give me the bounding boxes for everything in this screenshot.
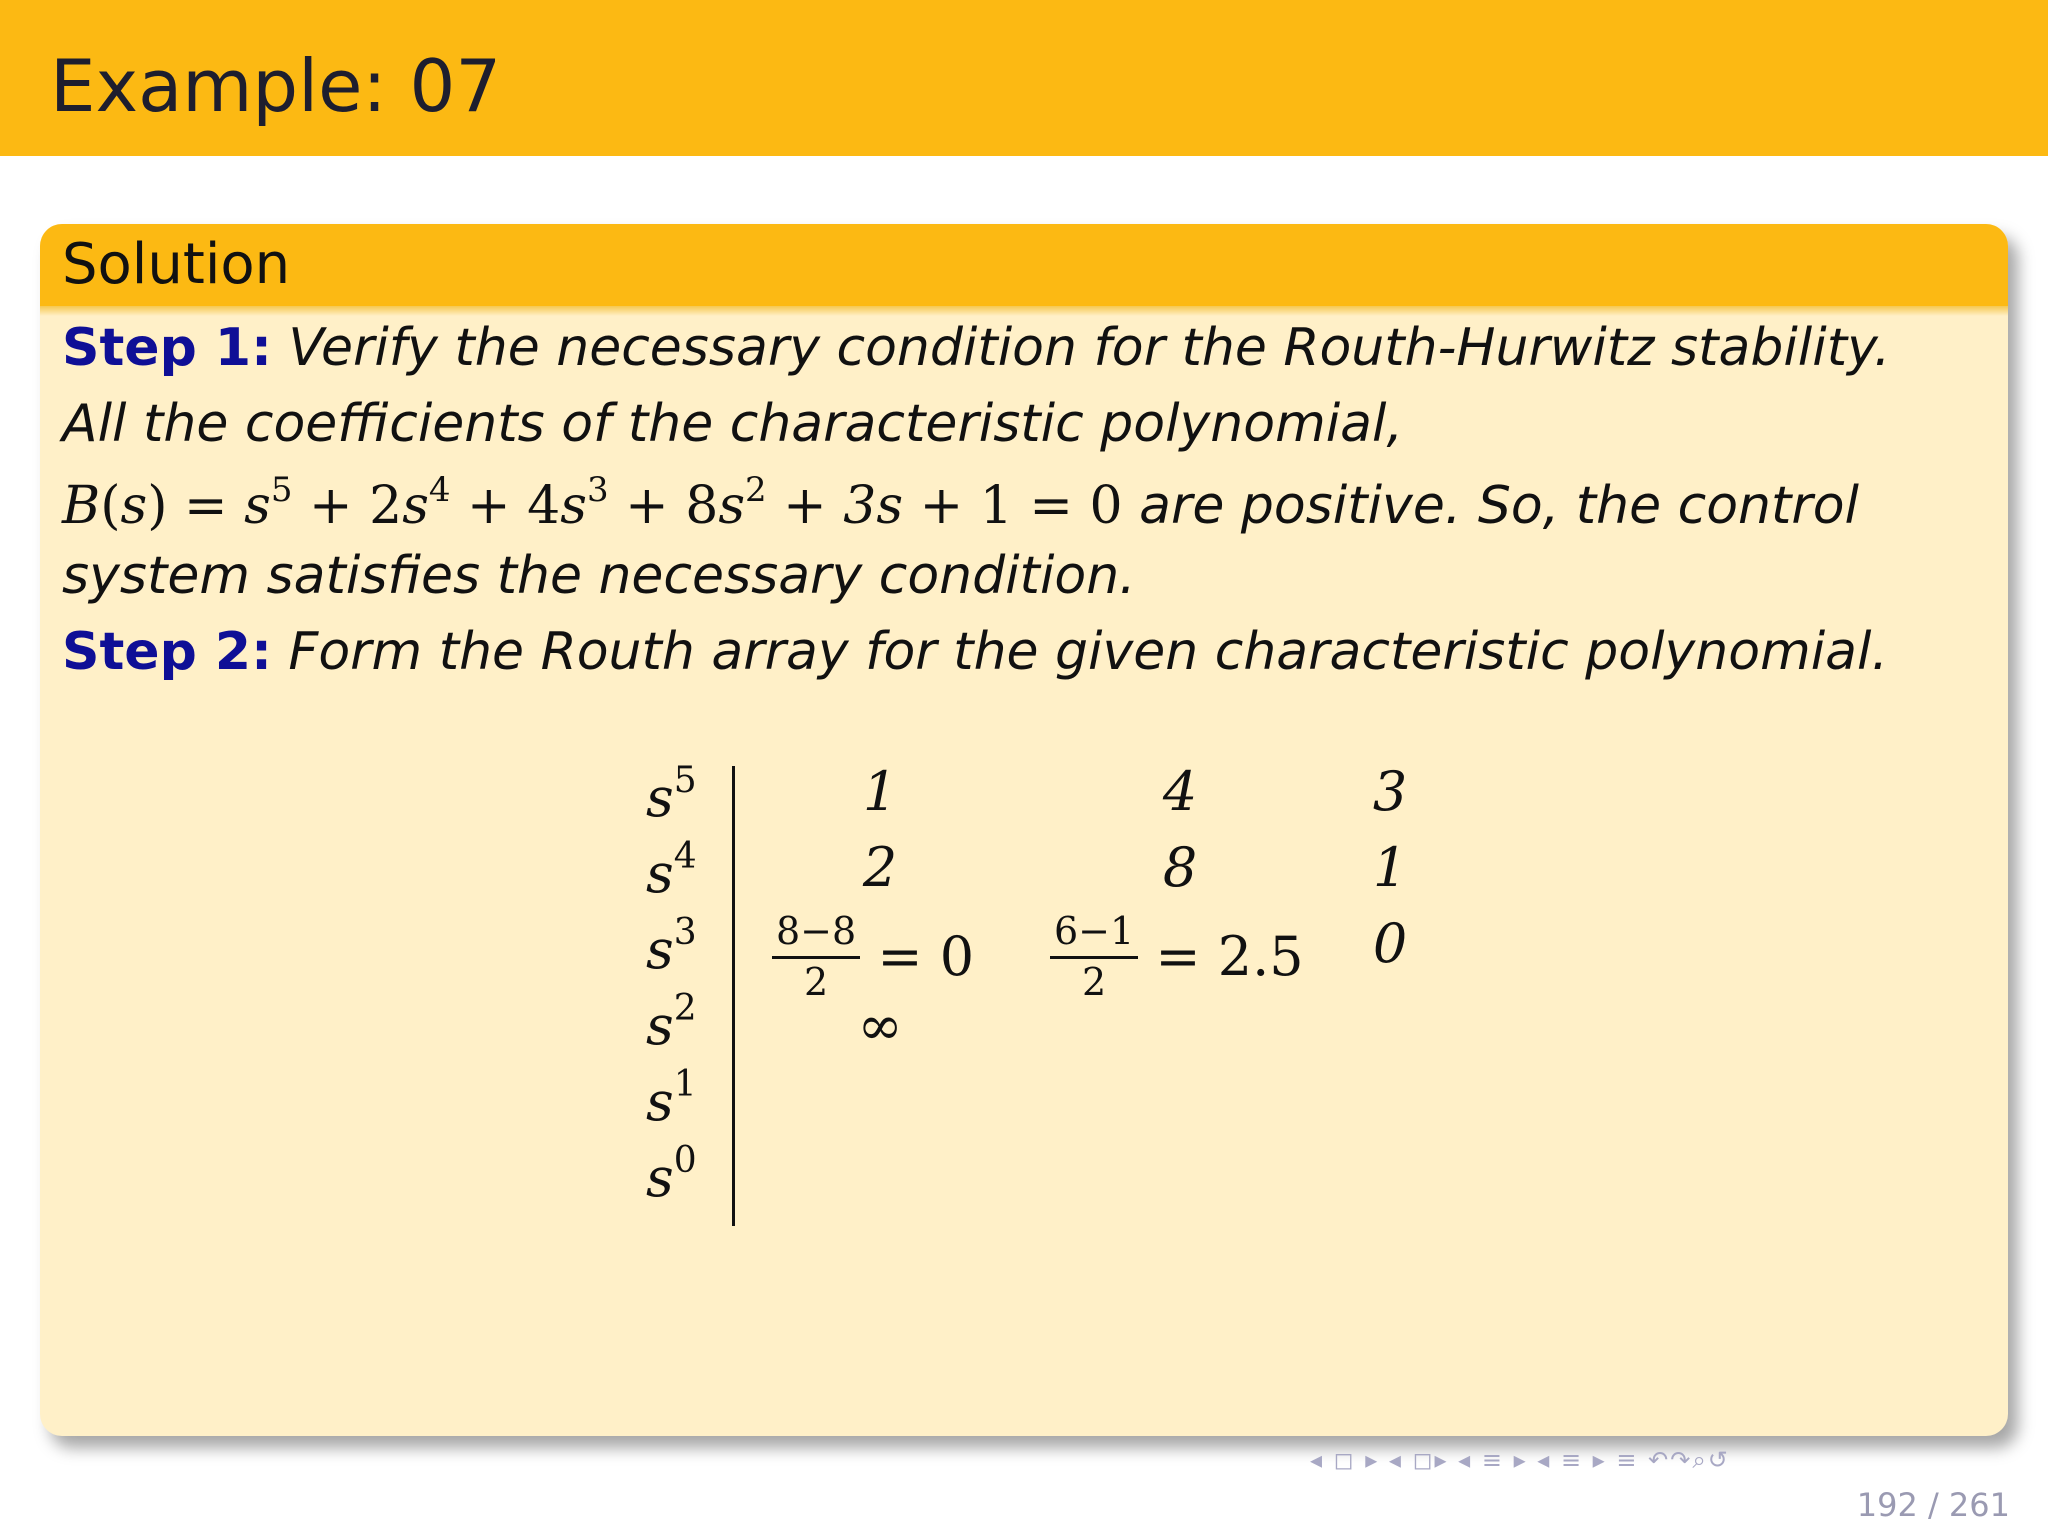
poly-t3-coef: 4 [527, 476, 561, 536]
poly-plus: + [292, 476, 370, 536]
routh-cell: 1 [1372, 836, 1408, 899]
poly-t3: s [560, 476, 587, 536]
fraction-result: = 2.5 [1155, 925, 1304, 988]
routh-array [640, 760, 1440, 1230]
routh-cell: 8 [1162, 836, 1198, 899]
poly-t1: s [244, 476, 271, 536]
step1-text3: are positive. So, the control [1139, 476, 1860, 536]
poly-t3-exp: 3 [586, 470, 609, 510]
routh-cell: 2 [862, 836, 898, 899]
routh-divider [732, 766, 735, 1226]
routh-row-label: $s^0$ [646, 1140, 697, 1209]
routh-cell-fraction [772, 909, 1002, 1004]
routh-cell: 4 [1162, 760, 1198, 823]
step2-line [62, 622, 1888, 682]
poly-plus: + [608, 476, 686, 536]
fraction: $\frac{8-8}{2}$ [772, 912, 860, 1001]
poly-plus: + [766, 476, 844, 536]
poly-eq: = [1012, 476, 1090, 536]
fraction-result: = 0 [877, 925, 975, 988]
poly-eq: = [167, 476, 245, 536]
poly-t2-coef: 2 [369, 476, 403, 536]
poly-t2-exp: 4 [428, 470, 451, 510]
fraction: $\frac{6-1}{2}$ [1050, 912, 1138, 1001]
poly-t2: s [402, 476, 429, 536]
step1-label: Step 1: [62, 318, 272, 378]
routh-cell: 1 [862, 760, 898, 823]
poly-t4-exp: 2 [745, 470, 767, 510]
poly-t4-coef: 8 [685, 476, 719, 536]
frame-title: Example: 07 [50, 44, 502, 128]
step1-line4: system satisfies the necessary condition. [62, 546, 1136, 606]
poly-t4: s [718, 476, 746, 536]
step1-text1: Verify the necessary condition for the Routh-Hurwitz stability. [288, 318, 1891, 378]
routh-cell: 0 [1372, 912, 1408, 975]
poly-t1-exp: 5 [270, 470, 293, 510]
poly-fn: B [62, 476, 101, 536]
block-header-fade [40, 306, 2008, 316]
page-number: 192 / 261 [1856, 1486, 2010, 1524]
step2-label: Step 2: [62, 622, 272, 682]
poly-var: s [120, 476, 148, 536]
poly-rhs: 0 [1089, 476, 1123, 536]
routh-row-label: $s^3$ [646, 912, 697, 981]
poly-t5: 3s [843, 476, 904, 536]
routh-cell: 3 [1372, 760, 1408, 823]
block-title: Solution [62, 232, 291, 297]
poly-plus: + [450, 476, 528, 536]
routh-row-label: $s^4$ [646, 836, 697, 905]
routh-row-label: $s^1$ [646, 1064, 697, 1133]
routh-cell-infinity: ∞ [857, 994, 903, 1057]
step2-text: Form the Routh array for the given characteristic polynomial. [288, 622, 1889, 682]
poly-t6: 1 [979, 476, 1013, 536]
poly-plus: + [903, 476, 980, 536]
polynomial-equation: $B(s) = s^5 + 2s^4 + 4s^3 + 8s^2 + 3s + 1 = 0$ [62, 470, 1123, 536]
routh-cell-fraction [1050, 909, 1340, 1004]
step1-line3 [62, 470, 1859, 536]
block-header [40, 224, 2008, 306]
step1-line2: All the coefficients of the characteristic polynomial, [62, 394, 1404, 454]
frame-header [0, 0, 2048, 156]
routh-row-label: $s^5$ [646, 760, 697, 829]
beamer-nav-symbols[interactable]: ◂ ◻ ▸ ◂ ◻▸ ◂ ≡ ▸ ◂ ≡ ▸ ≡ ↶↷⌕↺ [1310, 1446, 1730, 1474]
routh-row-label: $s^2$ [646, 988, 697, 1057]
step1-line1 [62, 318, 1890, 378]
